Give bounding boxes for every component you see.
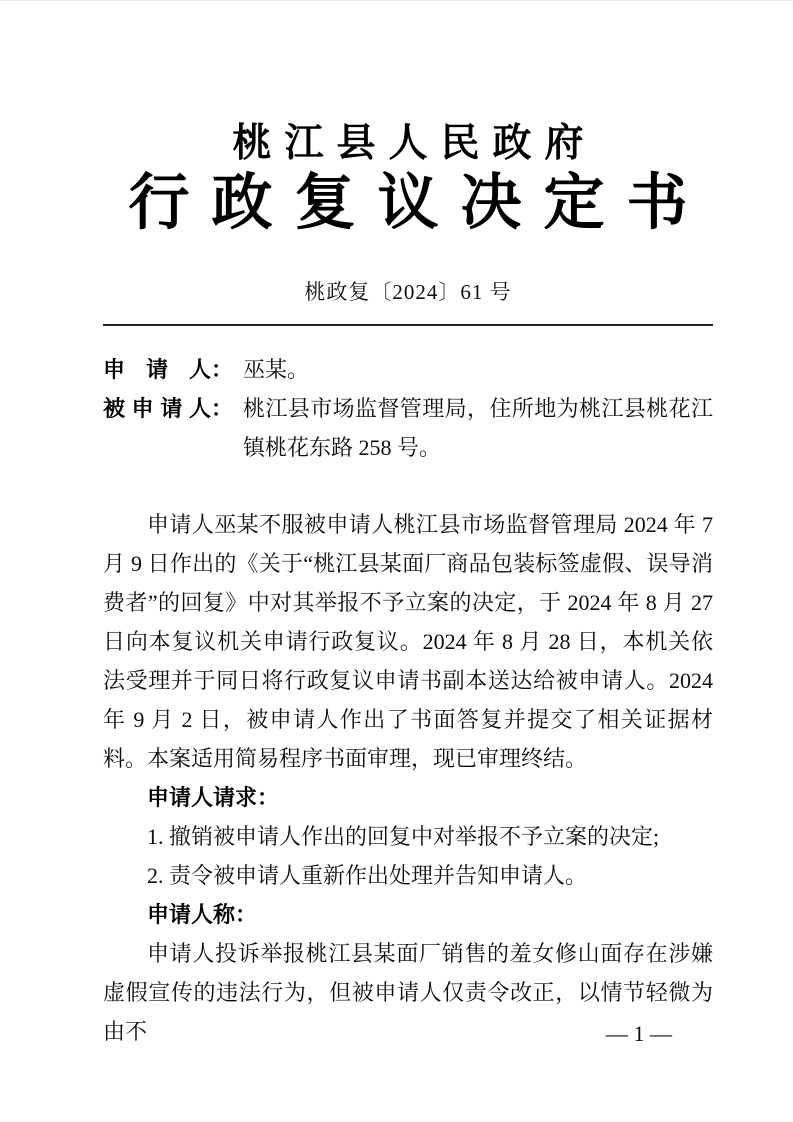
- respondent-label-text: 被申请人: [103, 396, 211, 421]
- parties-section: [103, 350, 713, 467]
- applicant-value: 巫某。: [243, 357, 310, 382]
- respondent-label-colon: ：: [211, 396, 234, 421]
- paragraph-case-summary: 申请人巫某不服被申请人桃江县市场监督管理局 2024 年 7 月 9 日作出的《关于“桃江县某面厂商品包装标签虚假、误导消费者”的回复》中对其举报不予立案的决定，于 2024 年 8 月 27 日向本复议机关申请行政复议。2024 年 8 月 28 日，本机关依法受理并于同日将行政复议申请书副本送达给被申请人。2024 年 9 月 2 日，被申请人作出了书面答复并提交了相关证据材料。本案适用简易程序书面审理，现已审理终结。: [103, 512, 713, 771]
- respondent-row: [103, 389, 713, 467]
- applicant-label-colon: ：: [211, 357, 234, 382]
- page-number: — 1 —: [606, 1021, 672, 1046]
- applicant-label-text: 申请人: [103, 357, 211, 382]
- request-item-1: 1. 撤销被申请人作出的回复中对举报不予立案的决定;: [147, 824, 660, 849]
- doc-number: 桃政复〔2024〕61 号: [304, 280, 512, 304]
- heading-applicant-request: 申请人请求：: [147, 785, 280, 810]
- respondent-label: [103, 389, 243, 428]
- org-title: 桃江县人民政府: [232, 122, 597, 165]
- header-divider: [103, 324, 713, 326]
- paragraph-applicant-statement: 申请人投诉举报桃江县某面厂销售的羞女修山面存在涉嫌虚假宣传的违法行为，但被申请人仅责令改正，以情节轻微为由不: [103, 941, 713, 1044]
- heading-applicant-statement: 申请人称：: [147, 902, 258, 927]
- respondent-value: 桃江县市场监督管理局，住所地为桃江县桃花江镇桃花东路 258 号。: [243, 396, 713, 460]
- applicant-label: [103, 350, 243, 389]
- request-item-2: 2. 责令被申请人重新作出处理并告知申请人。: [147, 863, 588, 888]
- document-header: [103, 124, 713, 326]
- applicant-row: [103, 350, 713, 389]
- doc-title: 行政复议决定书: [128, 168, 710, 236]
- document-body: [103, 505, 713, 1051]
